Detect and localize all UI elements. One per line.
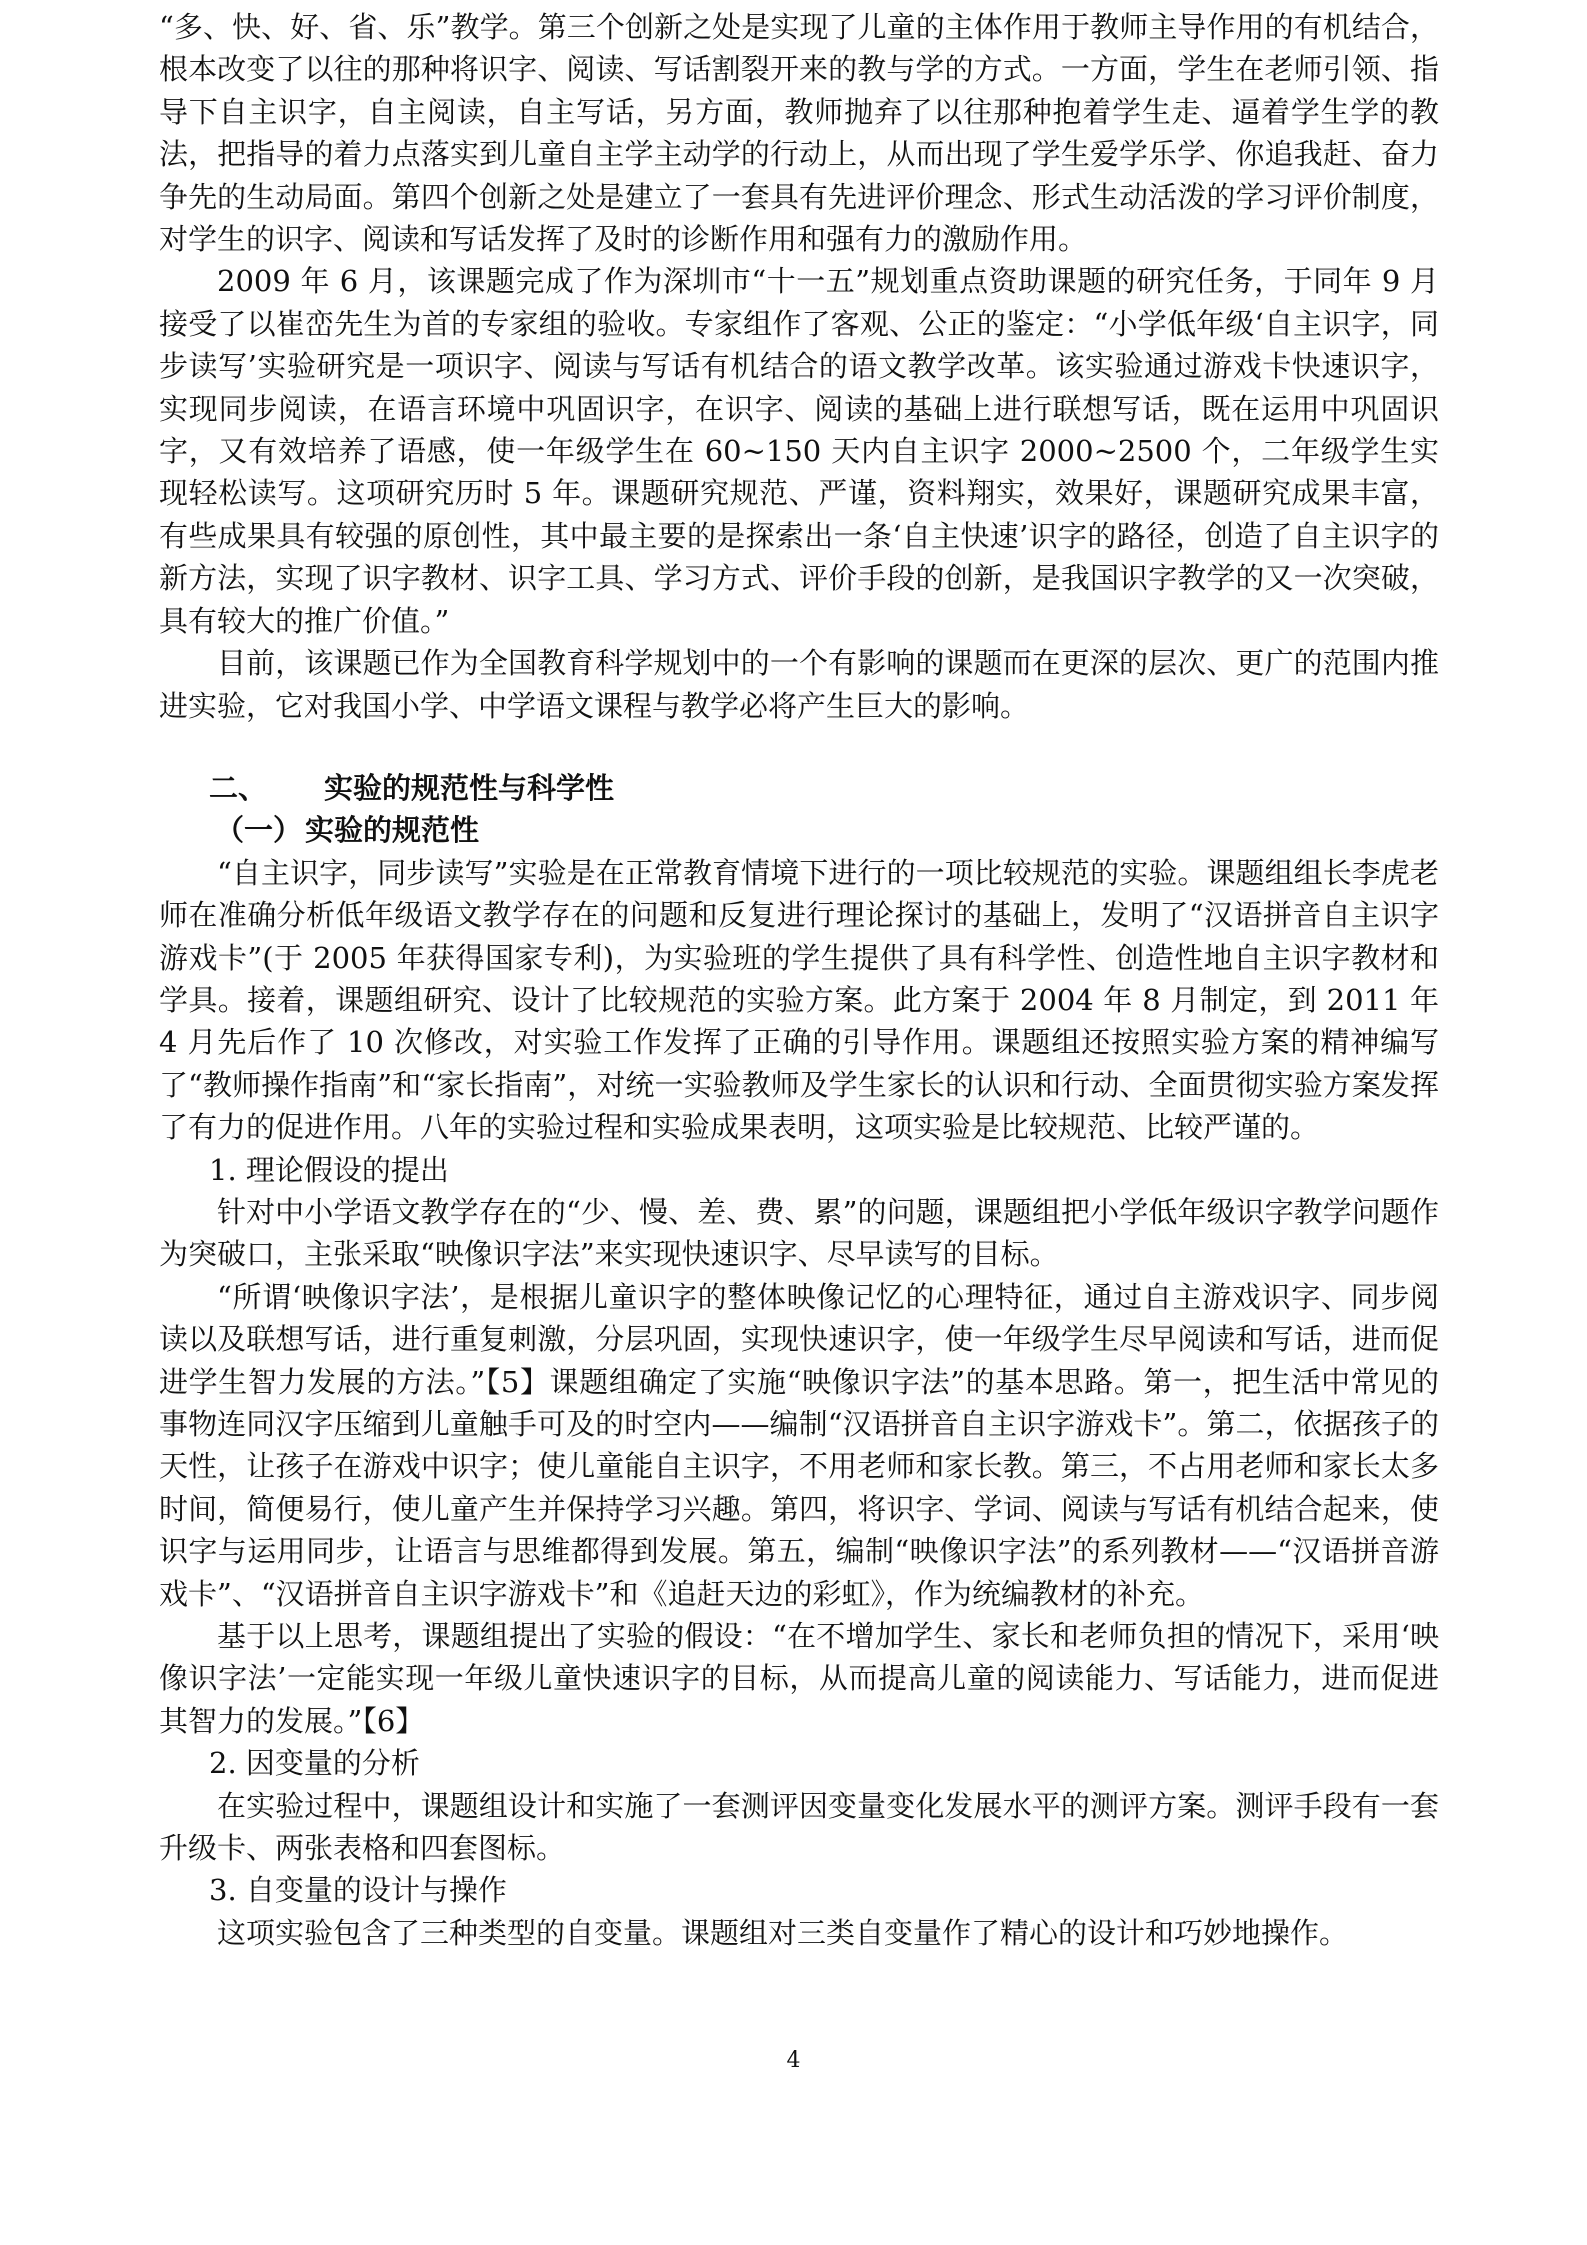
document-page bbox=[159, 6, 1439, 1954]
page-number: 4 bbox=[786, 2048, 801, 2073]
item-heading: 2. 因变量的分析 bbox=[209, 1746, 420, 1781]
body-paragraph: “多、快、好、省、乐”教学。第三个创新之处是实现了儿童的主体作用于教师主导作用的有机结合，根本改变了以往的那种将识字、阅读、写话割裂开来的教与学的方式。一方面，学生在老师引领、指导下自主识字，自主阅读，自主写话，另方面，教师抛弃了以往那种抱着学生走、逼着学生学的教法，把指导的着力点落实到儿童自主学主动学的行动上，从而出现了学生爱学乐学、你追我赶、奋力争先的生动局面。第四个创新之处是建立了一套具有先进评价理念、形式生动活泼的学习评价制度，对学生的识字、阅读和写话发挥了及时的诊断作用和强有力的激励作用。 bbox=[159, 10, 1439, 257]
body-paragraph: 在实验过程中，课题组设计和实施了一套测评因变量变化发展水平的测评方案。测评手段有一套升级卡、两张表格和四套图标。 bbox=[159, 1788, 1439, 1866]
body-paragraph: 基于以上思考，课题组提出了实验的假设：“在不增加学生、家长和老师负担的情况下，采用‘映像识字法’一定能实现一年级儿童快速识字的目标，从而提高儿童的阅读能力、写话能力，进而促进其智力的发展。”【6】 bbox=[159, 1619, 1439, 1738]
section-title: 实验的规范性与科学性 bbox=[324, 770, 615, 805]
body-paragraph: 针对中小学语文教学存在的“少、慢、差、费、累”的问题，课题组把小学低年级识字教学问题作为突破口，主张采取“映像识字法”来实现快速识字、尽早读写的目标。 bbox=[159, 1194, 1439, 1272]
section-heading bbox=[159, 767, 1439, 809]
subsection-title: 实验的规范性 bbox=[305, 813, 480, 848]
item-heading: 3. 自变量的设计与操作 bbox=[209, 1873, 507, 1908]
body-paragraph: 这项实验包含了三种类型的自变量。课题组对三类自变量作了精心的设计和巧妙地操作。 bbox=[217, 1915, 1349, 1950]
subsection-number: （一） bbox=[215, 813, 303, 848]
body-paragraph: 目前，该课题已作为全国教育科学规划中的一个有影响的课题而在更深的层次、更广的范围内推进实验，它对我国小学、中学语文课程与教学必将产生巨大的影响。 bbox=[159, 646, 1439, 723]
body-paragraph: 2009 年 6 月，该课题完成了作为深圳市“十一五”规划重点资助课题的研究任务，于同年 9 月接受了以崔峦先生为首的专家组的验收。专家组作了客观、公正的鉴定：“小学低年级‘自主识字，同步读写’实验研究是一项识字、阅读与写话有机结合的语文教学改革。该实验通过游戏卡快速识字，实现同步阅读，在语言环境中巩固识字，在识字、阅读的基础上进行联想写话，既在运用中巩固识字，又有效培养了语感，使一年级学生在 60~150 天内自主识字 2000~2500 个，二年级学生实现轻松读写。这项研究历时 5 年。课题研究规范、严谨，资料翔实，效果好，课题研究成果丰富，有些成果具有较强的原创性，其中最主要的是探索出一条‘自主快速’识字的路径，创造了自主识字的新方法，实现了识字教材、识字工具、学习方式、评价手段的创新，是我国识字教学的又一次突破，具有较大的推广价值。” bbox=[159, 264, 1439, 638]
section-number: 二、 bbox=[209, 770, 268, 805]
body-paragraph: “所谓‘映像识字法’，是根据儿童识字的整体映像记忆的心理特征，通过自主游戏识字、同步阅读以及联想写话，进行重复刺激，分层巩固，实现快速识字，使一年级学生尽早阅读和写话，进而促进学生智力发展的方法。”【5】课题组确定了实施“映像识字法”的基本思路。第一，把生活中常见的事物连同汉字压缩到儿童触手可及的时空内——编制“汉语拼音自主识字游戏卡”。第二，依据孩子的天性，让孩子在游戏中识字；使儿童能自主识字，不用老师和家长教。第三，不占用老师和家长太多时间，简便易行，使儿童产生并保持学习兴趣。第四，将识字、学词、阅读与写话有机结合起来，使识字与运用同步，让语言与思维都得到发展。第五，编制“映像识字法”的系列教材——“汉语拼音游戏卡”、“汉语拼音自主识字游戏卡”和《追赶天边的彩虹》，作为统编教材的补充。 bbox=[159, 1279, 1439, 1611]
section-spacer bbox=[159, 727, 1439, 767]
subsection-heading bbox=[159, 809, 1439, 851]
item-heading: 1. 理论假设的提出 bbox=[209, 1152, 449, 1187]
body-paragraph: “自主识字，同步读写”实验是在正常教育情境下进行的一项比较规范的实验。课题组组长李虎老师在准确分析低年级语文教学存在的问题和反复进行理论探讨的基础上，发明了“汉语拼音自主识字游戏卡”(于 2005 年获得国家专利)，为实验班的学生提供了具有科学性、创造性地自主识字教材和学具。接着，课题组研究、设计了比较规范的实验方案。此方案于 2004 年 8 月制定，到 2011 年 4 月先后作了 10 次修改，对实验工作发挥了正确的引导作用。课题组还按照实验方案的精神编写了“教师操作指南”和“家长指南”，对统一实验教师及学生家长的认识和行动、全面贯彻实验方案发挥了有力的促进作用。八年的实验过程和实验成果表明，这项实验是比较规范、比较严谨的。 bbox=[159, 855, 1439, 1145]
